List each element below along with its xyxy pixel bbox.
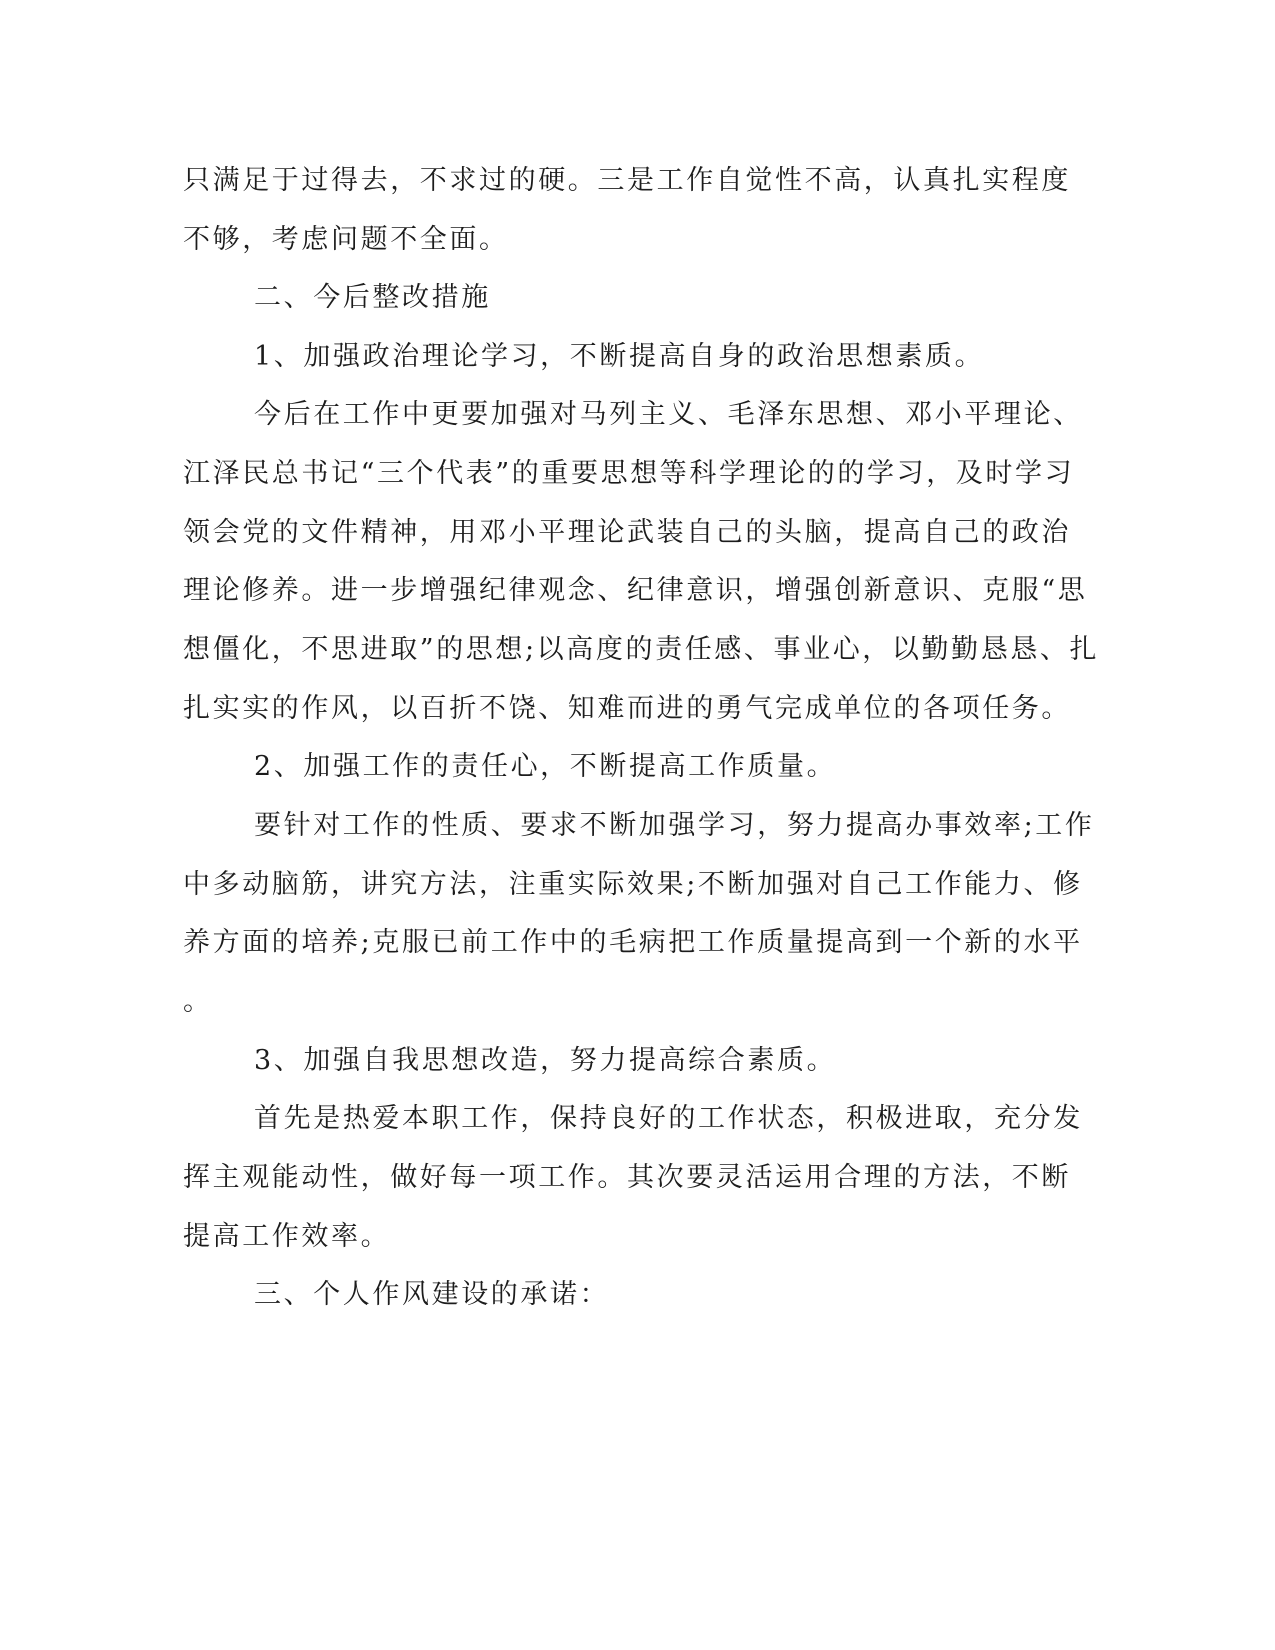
paragraph-line: 江泽民总书记“三个代表”的重要思想等科学理论的的学习，及时学习 [183, 458, 1075, 489]
paragraph-line: 不够，考虑问题不全面。 [183, 224, 509, 255]
paragraph-line: 挥主观能动性，做好每一项工作。其次要灵活运用合理的方法，不断 [183, 1162, 1071, 1193]
paragraph-line: 养方面的培养;克服已前工作中的毛病把工作质量提高到一个新的水平 [183, 927, 1083, 958]
subsection-heading: 1、加强政治理论学习，不断提高自身的政治思想素质。 [254, 341, 985, 372]
subsection-heading: 3、加强自我思想改造，努力提高综合素质。 [254, 1045, 837, 1076]
paragraph-line: 今后在工作中更要加强对马列主义、毛泽东思想、邓小平理论、 [254, 399, 1083, 430]
paragraph-line: 。 [183, 986, 213, 1017]
paragraph-line: 理论修养。进一步增强纪律观念、纪律意识，增强创新意识、克服“思 [183, 575, 1088, 606]
paragraph-line: 首先是热爱本职工作，保持良好的工作状态，积极进取，充分发 [254, 1103, 1083, 1134]
paragraph-line: 提高工作效率。 [183, 1221, 391, 1252]
section-heading: 二、今后整改措施 [254, 282, 491, 313]
paragraph-line: 只满足于过得去，不求过的硬。三是工作自觉性不高，认真扎实程度 [183, 165, 1071, 196]
paragraph-line: 领会党的文件精神，用邓小平理论武装自己的头脑，提高自己的政治 [183, 517, 1071, 548]
subsection-heading: 2、加强工作的责任心，不断提高工作质量。 [254, 751, 837, 782]
paragraph-line: 想僵化，不思进取”的思想;以高度的责任感、事业心，以勤勤恳恳、扎 [183, 634, 1100, 665]
paragraph-line: 中多动脑筋，讲究方法，注重实际效果;不断加强对自己工作能力、修 [183, 869, 1083, 900]
paragraph-line: 要针对工作的性质、要求不断加强学习，努力提高办事效率;工作 [254, 810, 1095, 841]
section-heading: 三、个人作风建设的承诺： [254, 1279, 610, 1310]
paragraph-line: 扎实实的作风，以百折不饶、知难而进的勇气完成单位的各项任务。 [183, 693, 1071, 724]
